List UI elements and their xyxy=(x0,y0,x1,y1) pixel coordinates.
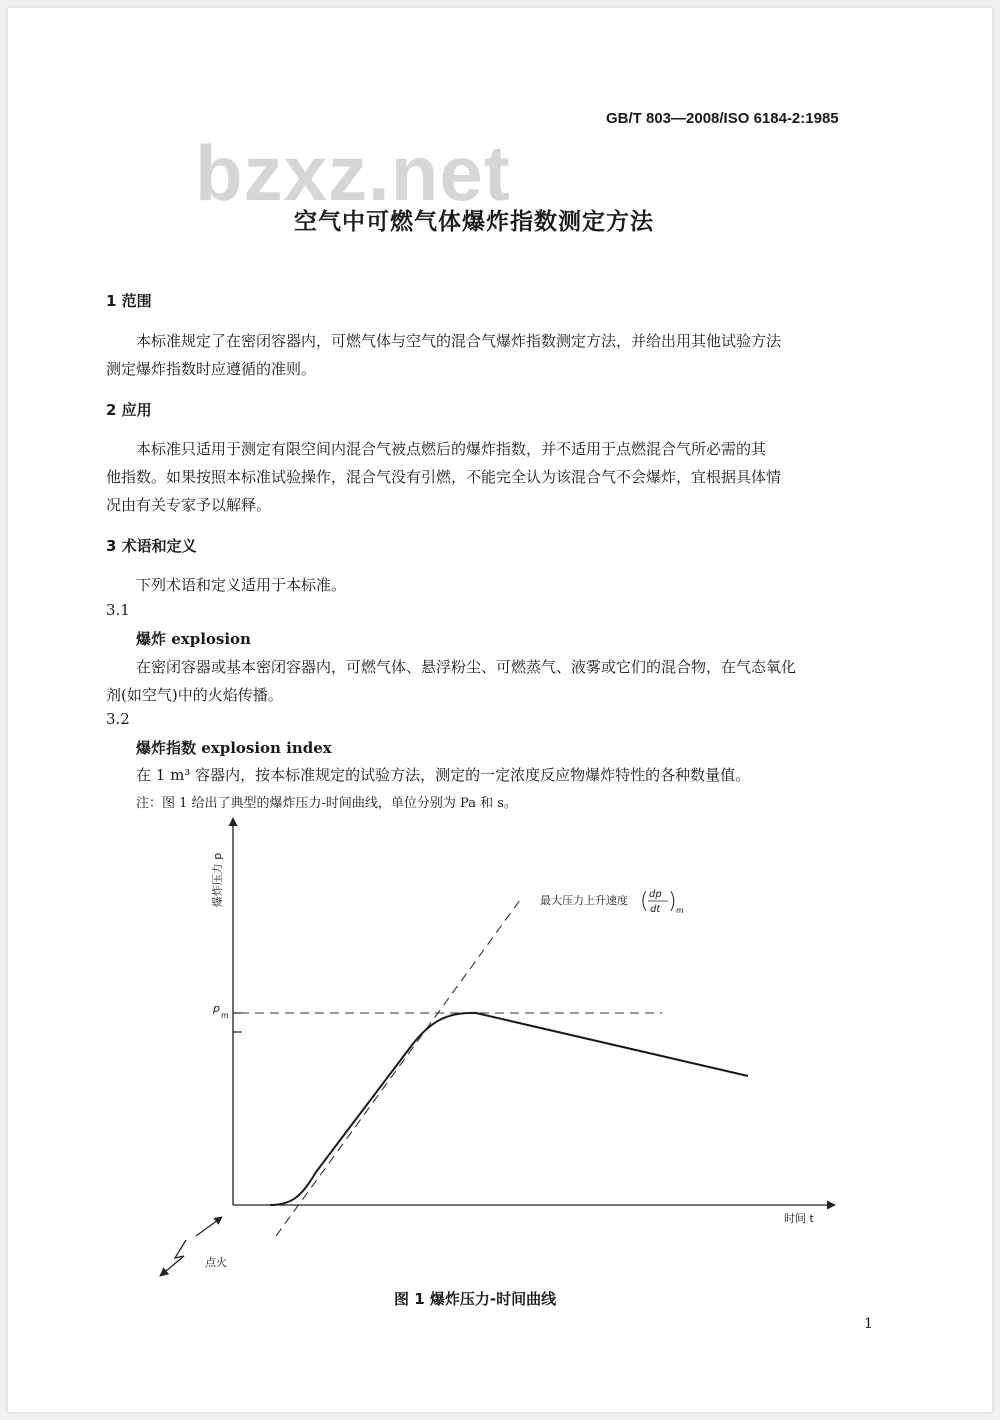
page-number: 1 xyxy=(864,1316,873,1332)
watermark: bzxz.net xyxy=(195,129,511,217)
lightning-symbol xyxy=(160,1240,186,1276)
clause-3-1-number: 3.1 xyxy=(106,601,130,619)
max-slope-label: 最大压力上升速度 xyxy=(540,894,628,907)
slope-numerator: dp xyxy=(649,889,662,900)
section-1-line-2: 测定爆炸指数时应遵循的准则。 xyxy=(106,360,317,378)
section-2-heading: 2 应用 xyxy=(106,401,152,419)
pm-label: p xyxy=(213,1002,220,1015)
standard-number: GB/T 803—2008/ISO 6184-2:1985 xyxy=(606,110,839,127)
ignition-arrow xyxy=(196,1217,222,1236)
max-slope-tangent xyxy=(276,900,520,1236)
clause-3-2-definition: 在 1 m³ 容器内，按本标准规定的试验方法，测定的一定浓度反应物爆炸特性的各种数量值。 xyxy=(136,766,751,784)
section-2-line-1: 本标准只适用于测定有限空间内混合气被点燃后的爆炸指数，并不适用于点燃混合气所必需的其 xyxy=(136,440,767,458)
ignition-label: 点火 xyxy=(205,1256,227,1269)
slope-subscript: m xyxy=(676,906,684,915)
clause-3-2-term: 爆炸指数 explosion index xyxy=(136,739,332,757)
slope-denominator: dt xyxy=(650,904,661,915)
section-1-heading: 1 范围 xyxy=(106,292,152,310)
section-2-line-2: 他指数。如果按照本标准试验操作，混合气没有引燃，不能完全认为该混合气不会爆炸，宜根据具体情 xyxy=(106,468,782,486)
pm-subscript: m xyxy=(221,1011,229,1020)
figure-caption: 图 1 爆炸压力-时间曲线 xyxy=(394,1290,557,1308)
clause-3-1-term: 爆炸 explosion xyxy=(136,630,251,648)
section-3-intro: 下列术语和定义适用于本标准。 xyxy=(136,576,347,594)
clause-3-2-note: 注：图 1 给出了典型的爆炸压力-时间曲线，单位分别为 Pa 和 s。 xyxy=(136,796,517,811)
clause-3-1-line-2: 剂(如空气)中的火焰传播。 xyxy=(106,686,283,704)
x-axis-label: 时间 t xyxy=(784,1212,814,1225)
slope-paren-right: ) xyxy=(668,889,677,914)
section-1-line-1: 本标准规定了在密闭容器内，可燃气体与空气的混合气爆炸指数测定方法，并给出用其他试验方法 xyxy=(136,332,782,350)
pressure-time-curve xyxy=(270,1013,748,1205)
clause-3-2-number: 3.2 xyxy=(106,710,130,728)
y-axis-label: 爆炸压力 p xyxy=(211,852,224,908)
section-2-line-3: 况由有关专家予以解释。 xyxy=(106,496,272,514)
document-title: 空气中可燃气体爆炸指数测定方法 xyxy=(294,209,654,235)
slope-paren-left: ( xyxy=(640,889,649,914)
clause-3-1-line-1: 在密闭容器或基本密闭容器内，可燃气体、悬浮粉尘、可燃蒸气、液雾或它们的混合物，在气态氧化 xyxy=(136,658,797,676)
section-3-heading: 3 术语和定义 xyxy=(106,537,197,555)
